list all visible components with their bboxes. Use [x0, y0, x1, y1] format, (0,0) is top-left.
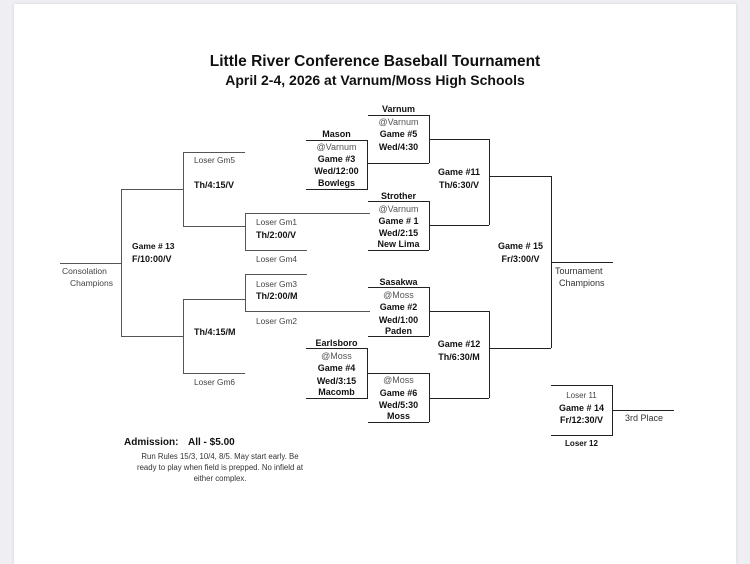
notes-line: Run Rules 15/3, 10/4, 8/5. May start early. Be [141, 452, 299, 461]
team-bottom: Bowlegs [317, 178, 355, 188]
loser-label: Loser 11 [566, 391, 597, 400]
game-number: Game #12 [437, 339, 481, 349]
team-top: Strother [380, 191, 416, 201]
team-bottom: Moss [386, 411, 410, 421]
bracket-line [306, 348, 368, 349]
bracket-line [368, 422, 429, 423]
bracket-line [368, 163, 429, 164]
loser-label: Loser Gm1 [256, 217, 298, 227]
team-top: Mason [322, 129, 351, 139]
bracket-line [551, 262, 613, 263]
bracket-line [368, 115, 429, 116]
bracket-line [183, 152, 245, 153]
bracket-line [245, 213, 370, 214]
game-time: Wed/3:15 [316, 376, 357, 386]
bracket-line [489, 348, 551, 349]
page-title: Little River Conference Baseball Tournament [209, 53, 541, 70]
team-bottom: Paden [384, 326, 412, 336]
game-time: Th/4:15/V [194, 180, 235, 190]
loser-label: Loser Gm6 [194, 377, 236, 387]
game-time: Th/6:30/V [438, 180, 479, 190]
game-number: Game # 14 [558, 403, 605, 413]
bracket-line [183, 152, 184, 226]
game-number: Game #11 [437, 167, 481, 177]
bracket-line [183, 373, 245, 374]
bracket-line [121, 189, 183, 190]
bracket-line [306, 189, 368, 190]
bracket-line [306, 140, 368, 141]
bracket-line [368, 373, 429, 374]
game-number: Game #5 [379, 129, 418, 139]
game-number: Game # 13 [132, 241, 175, 251]
bracket-line [429, 311, 489, 312]
bracket-line [429, 225, 489, 226]
bracket-line [245, 250, 307, 251]
game-number: Game #6 [379, 388, 418, 398]
loser-label: Loser Gm2 [256, 316, 298, 326]
game-number: Game #3 [317, 154, 356, 164]
game-time: Fr/3:00/V [501, 254, 540, 264]
team-top: Sasakwa [379, 277, 418, 287]
game-site: @Varnum [378, 204, 419, 214]
bracket-line [489, 176, 551, 177]
game-time: Wed/1:00 [378, 315, 419, 325]
third-place-label: 3rd Place [625, 413, 664, 423]
bracket-line [368, 201, 429, 202]
game-number: Game #4 [317, 363, 356, 373]
tournament-champions-label: Tournament [555, 266, 603, 276]
bracket-line [121, 336, 183, 337]
consolation-champions-label-2: Champions [70, 278, 113, 288]
admission-price: All - $5.00 [188, 437, 235, 448]
game-time: Wed/5:30 [378, 400, 419, 410]
bracket-line [245, 274, 246, 311]
bracket-line [368, 287, 429, 288]
game-time: Th/4:15/M [194, 327, 236, 337]
bracket-line [368, 336, 429, 337]
bracket-line [183, 299, 184, 373]
bracket-line [551, 435, 613, 436]
game-site: @Moss [383, 290, 414, 300]
team-bottom: New Lima [377, 239, 420, 249]
bracket-line [551, 385, 613, 386]
game-site: @Moss [321, 351, 352, 361]
bracket-line [245, 311, 370, 312]
notes-line: either complex. [193, 474, 247, 483]
game-number: Game # 15 [497, 241, 544, 251]
bracket-line [60, 263, 121, 264]
bracket-line [368, 250, 429, 251]
game-time: Th/2:00/V [256, 230, 297, 240]
notes-line: ready to play when field is prepped. No infield at [137, 463, 303, 472]
bracket-line [183, 299, 245, 300]
game-time: Th/6:30/M [438, 352, 480, 362]
game-time: Wed/12:00 [314, 166, 359, 176]
team-top: Earlsboro [315, 338, 358, 348]
loser-label: Loser 12 [565, 439, 598, 448]
loser-label: Loser Gm4 [256, 254, 298, 264]
bracket-line [489, 311, 490, 398]
bracket-line [489, 139, 490, 225]
game-site: @Moss [383, 375, 414, 385]
bracket-line [245, 213, 246, 250]
team-top: Varnum [381, 104, 415, 114]
game-time: Wed/4:30 [378, 142, 419, 152]
bracket-line [183, 226, 245, 227]
team-bottom: Macomb [318, 387, 355, 397]
bracket-line [429, 398, 489, 399]
consolation-champions-label: Consolation [62, 266, 107, 276]
bracket-line [429, 139, 489, 140]
bracket-line [612, 410, 674, 411]
bracket-line [245, 274, 307, 275]
page-subtitle: April 2-4, 2026 at Varnum/Moss High Schools [225, 72, 525, 88]
tournament-champions-label-2: Champions [559, 278, 605, 288]
admission-label: Admission: [124, 437, 179, 448]
bracket-line [306, 398, 368, 399]
game-time: Fr/12:30/V [559, 415, 604, 425]
game-time: Wed/2:15 [378, 228, 419, 238]
game-number: Game #2 [379, 302, 418, 312]
bracket-line [121, 189, 122, 336]
game-number: Game # 1 [378, 216, 419, 226]
game-time: Th/2:00/M [256, 291, 298, 301]
game-site: @Varnum [316, 142, 357, 152]
game-time: F/10:00/V [132, 254, 172, 264]
loser-label: Loser Gm3 [256, 279, 298, 289]
loser-label: Loser Gm5 [194, 155, 236, 165]
game-site: @Varnum [378, 117, 419, 127]
